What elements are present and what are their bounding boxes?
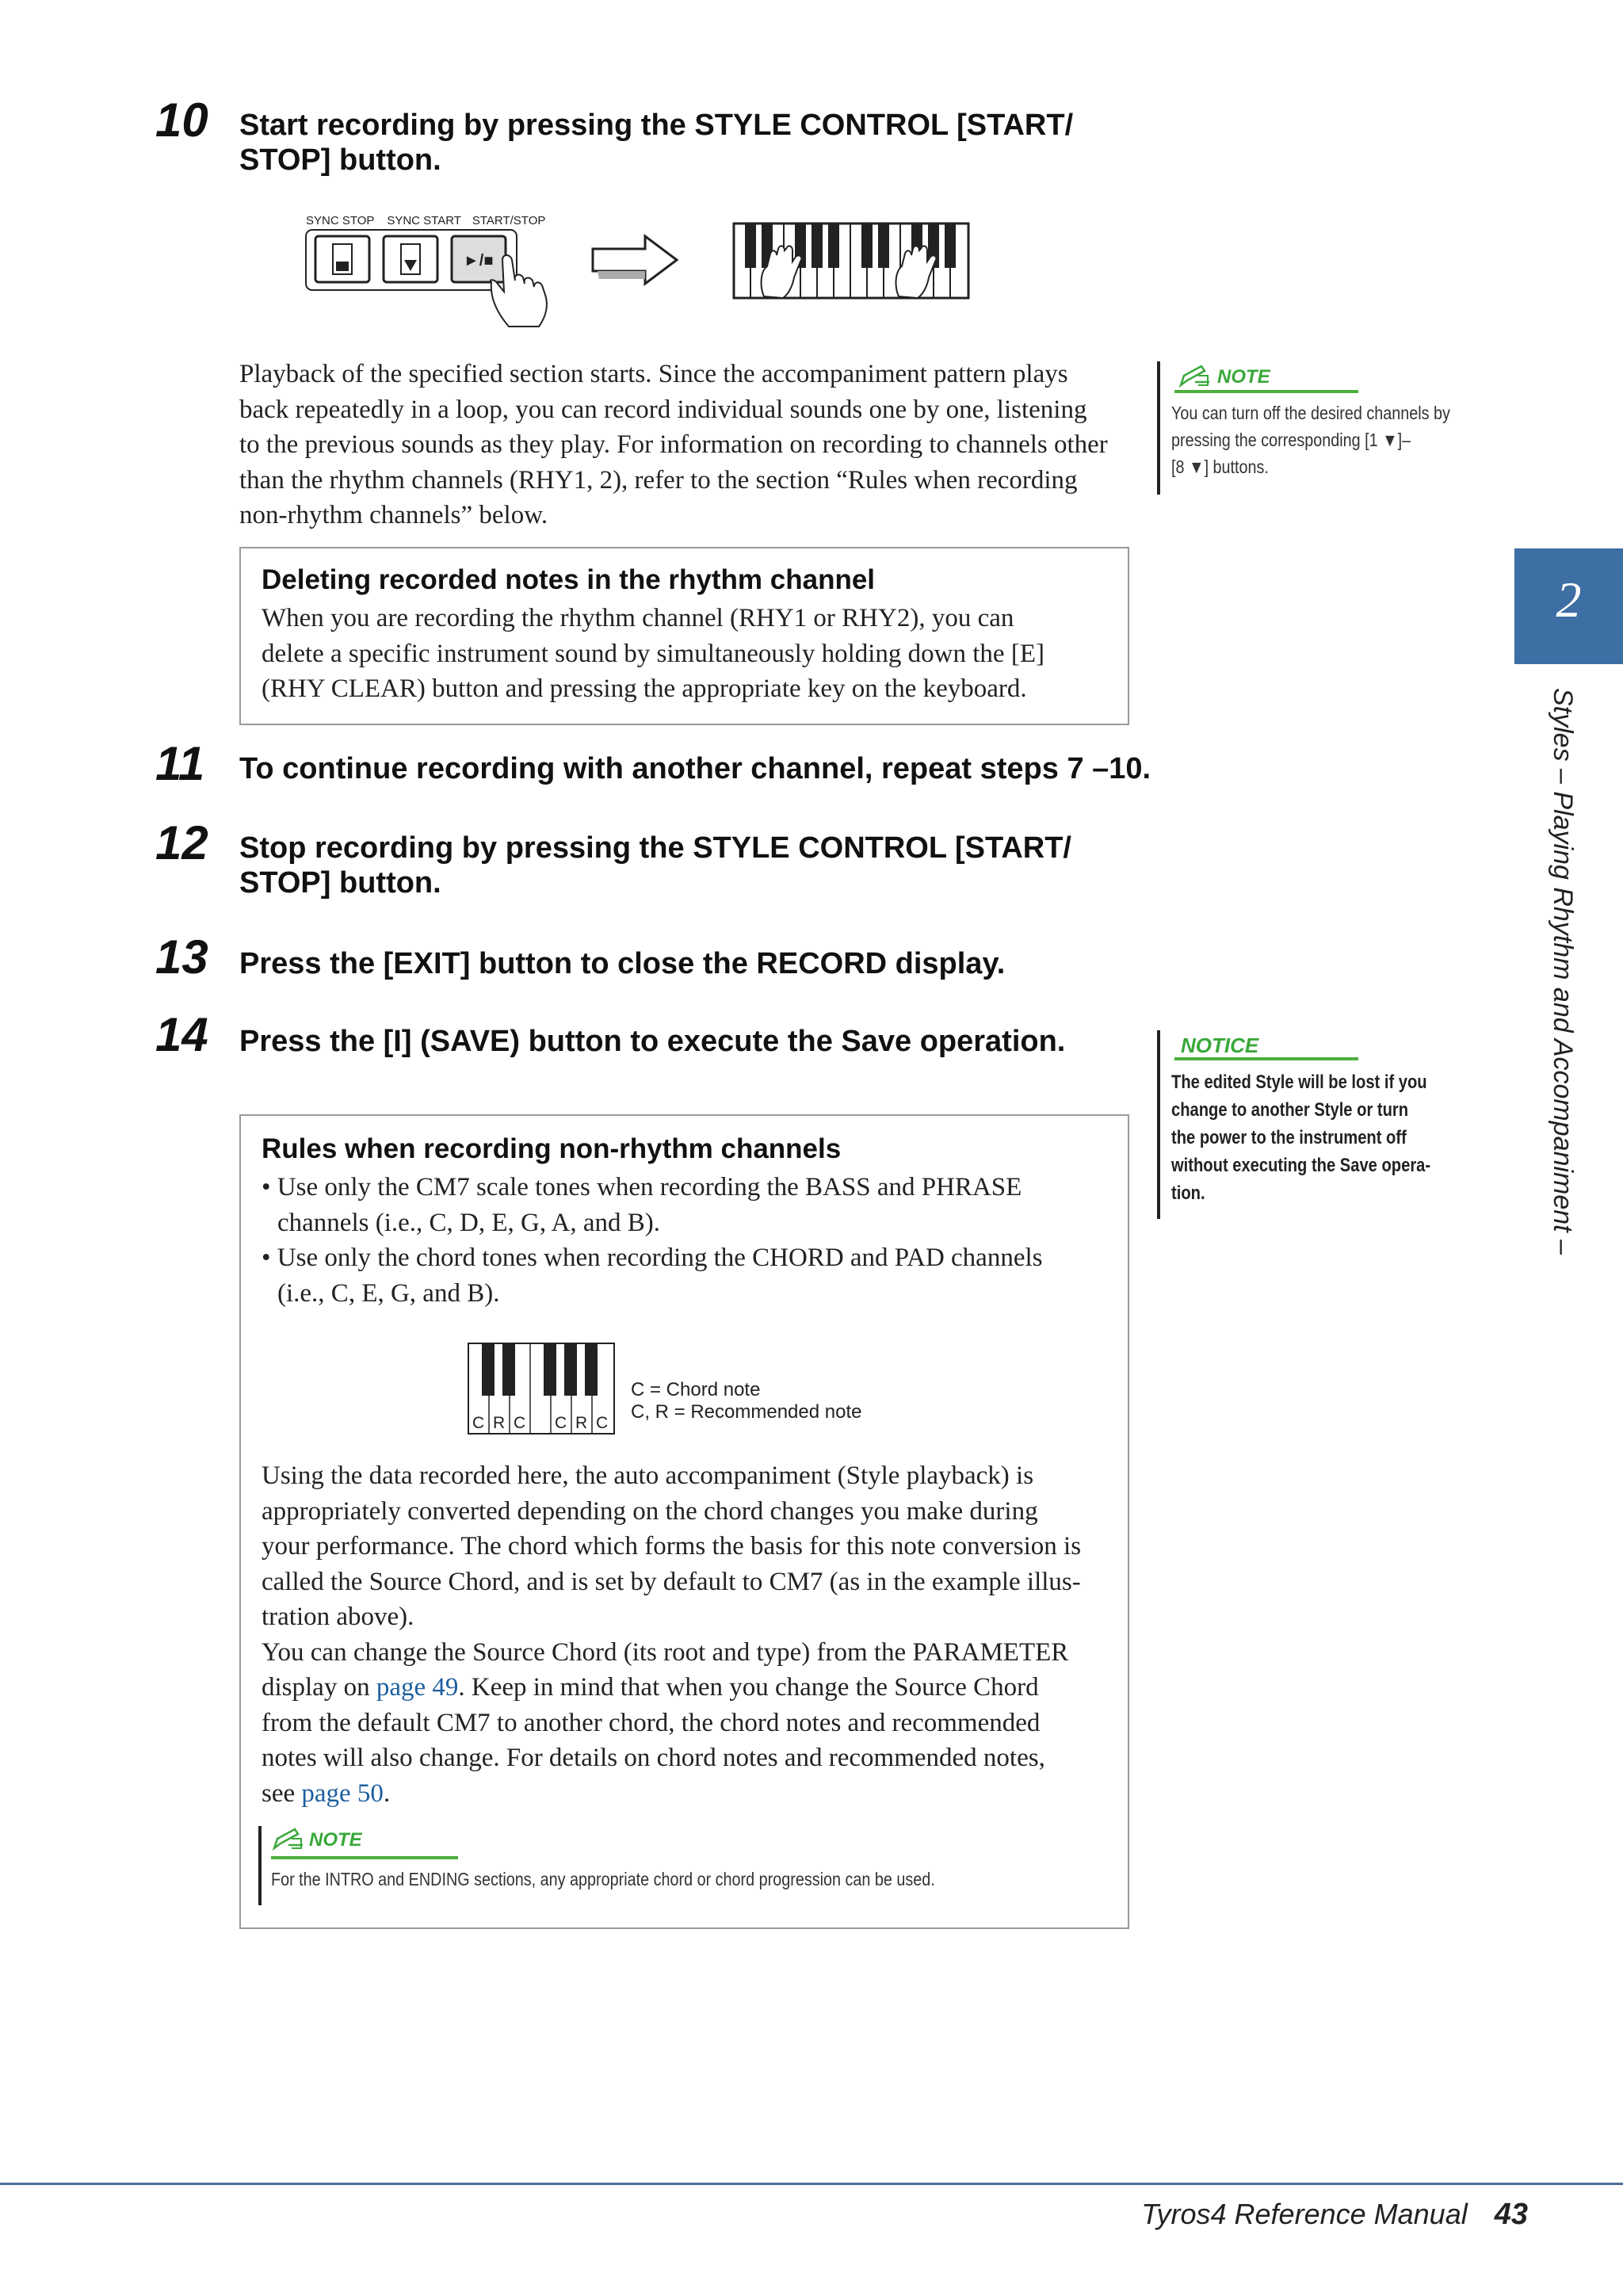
page-number: 43 [1494, 2198, 1528, 2231]
pencil-note-icon [1178, 365, 1212, 388]
text-span: . [383, 1778, 391, 1808]
pencil-note-icon [271, 1828, 306, 1851]
paragraph-line: from the default CM7 to another chord, the chord notes and recommended [262, 1708, 1041, 1737]
chord-keyboard-diagram [468, 1343, 617, 1436]
step-number: 11 [155, 737, 205, 790]
paragraph-line: back repeatedly in a loop, you can record individual sounds one by one, listening [239, 395, 1087, 424]
notice-line: tion. [1171, 1182, 1205, 1204]
inner-note [258, 1826, 975, 1905]
start-stop-label: START/STOP [472, 214, 546, 227]
notice-underline [1174, 1057, 1358, 1060]
paragraph-line: non-rhythm channels” below. [239, 501, 548, 529]
step-heading: To continue recording with another channel, repeat steps 7 –10. [239, 752, 1151, 785]
legend-recommended-note: C, R = Recommended note [631, 1401, 862, 1423]
step-number: 12 [155, 816, 208, 869]
step-heading-line: STOP] button. [239, 866, 441, 900]
footer [1141, 2198, 1528, 2232]
legend-chord-note: C = Chord note [631, 1379, 761, 1400]
button-labels [306, 214, 545, 227]
note-label: NOTE [1217, 366, 1270, 388]
manual-title: Tyros4 Reference Manual [1141, 2198, 1468, 2230]
bullet-item-cont: (i.e., C, E, G, and B). [277, 1278, 500, 1308]
notice-line: without executing the Save opera- [1171, 1155, 1431, 1176]
paragraph-line: tration above). [262, 1603, 414, 1631]
side-note [1157, 361, 1493, 495]
key-label: C [596, 1414, 609, 1432]
paragraph-line: Using the data recorded here, the auto accompaniment (Style playback) is [262, 1461, 1034, 1490]
bullet-item: • Use only the chord tones when recording the CHORD and PAD channels [262, 1244, 1043, 1272]
key-label: R [493, 1414, 506, 1432]
note-text: For the INTRO and ENDING sections, any appropriate chord or chord progression can be used. [271, 1869, 935, 1889]
text-span: display on [262, 1673, 376, 1702]
note-underline [271, 1856, 458, 1859]
page-50-link[interactable]: page 50 [301, 1778, 384, 1808]
rhythm-channel-box [239, 547, 1129, 725]
step-heading-line: STOP] button. [239, 143, 441, 177]
sync-stop-label: SYNC STOP [306, 214, 375, 227]
step-heading [239, 831, 1071, 900]
notice-text [1171, 1068, 1430, 1207]
bullet-item-cont: channels (i.e., C, D, E, G, A, and B). [277, 1208, 660, 1237]
bullet-item: • Use only the CM7 scale tones when recording the BASS and PHRASE [262, 1173, 1022, 1201]
step-number: 10 [155, 94, 208, 147]
style-control-buttons-illustration [301, 228, 555, 331]
key-label: C [514, 1414, 526, 1432]
notice-line: change to another Style or turn [1171, 1099, 1409, 1121]
step-heading-line: Stop recording by pressing the STYLE CONTROL [START/ [239, 831, 1071, 865]
paragraph-line: to the previous sounds as they play. For information on recording to channels other [239, 430, 1108, 459]
non-rhythm-rules-box [239, 1114, 1129, 1929]
paragraph-line: called the Source Chord, and is set by default to CM7 (as in the example illus- [262, 1567, 1081, 1596]
note-text [1171, 399, 1450, 480]
paragraph-line: notes will also change. For details on chord notes and recommended notes, [262, 1744, 1045, 1772]
paragraph-line: You can change the Source Chord (its root and type) from the PARAMETER [262, 1637, 1069, 1667]
keyboard-hands-illustration [732, 222, 972, 301]
note-label: NOTE [309, 1829, 362, 1851]
step-number: 13 [155, 930, 208, 984]
notice-line: The edited Style will be lost if you [1171, 1072, 1427, 1093]
text-span: . Keep in mind that when you change the Source Chord [458, 1673, 1039, 1702]
text-span: see [262, 1778, 302, 1808]
chapter-title: Styles – Playing Rhythm and Accompaniment – [1548, 688, 1578, 1255]
paragraph-line: than the rhythm channels (RHY1, 2), refer to the section “Rules when recording [239, 465, 1078, 495]
step-number: 14 [155, 1008, 208, 1061]
notice-line: the power to the instrument off [1171, 1127, 1407, 1148]
note-line: pressing the corresponding [1 ▼]– [1171, 430, 1411, 450]
side-notice [1157, 1030, 1493, 1219]
step-heading: Press the [EXIT] button to close the RECORD display. [239, 947, 1006, 980]
footer-rule [0, 2183, 1623, 2185]
key-label: R [575, 1414, 588, 1432]
paragraph-line: Playback of the specified section starts. Since the accompaniment pattern plays [239, 360, 1068, 388]
arrow-right-icon [590, 233, 682, 288]
chapter-number: 2 [1556, 571, 1582, 628]
box-body [262, 601, 1117, 707]
chapter-tab[interactable] [1514, 548, 1623, 664]
box-title: Deleting recorded notes in the rhythm channel [262, 564, 876, 595]
sync-start-label: SYNC START [387, 214, 461, 227]
note-line: [8 ▼] buttons. [1171, 457, 1269, 477]
rules-paragraph [262, 1458, 1117, 1811]
paragraph-line [262, 1776, 1117, 1812]
svg-text:►/■: ►/■ [464, 252, 494, 269]
box-line: (RHY CLEAR) button and pressing the appropriate key on the keyboard. [262, 674, 1027, 703]
keyboard-legend [631, 1379, 861, 1423]
box-line: delete a specific instrument sound by simultaneously holding down the [E] [262, 639, 1044, 668]
note-underline [1174, 390, 1358, 393]
note-line: You can turn off the desired channels by [1171, 403, 1450, 423]
box-title: Rules when recording non-rhythm channels [262, 1133, 842, 1164]
step-heading-line: Start recording by pressing the STYLE CONTROL [START/ [239, 109, 1074, 142]
step10-paragraph [239, 357, 1143, 533]
step-heading: Press the [I] (SAVE) button to execute the Save operation. [239, 1025, 1066, 1058]
paragraph-line [262, 1670, 1117, 1706]
rules-bullets [262, 1170, 1117, 1311]
paragraph-line: your performance. The chord which forms the basis for this note conversion is [262, 1532, 1082, 1561]
key-label: C [555, 1414, 567, 1432]
box-line: When you are recording the rhythm channel (RHY1 or RHY2), you can [262, 604, 1014, 632]
notice-label: NOTICE [1181, 1033, 1259, 1057]
paragraph-line: appropriately converted depending on the chord changes you make during [262, 1496, 1038, 1526]
key-label: C [472, 1414, 485, 1432]
step-heading [239, 108, 1073, 178]
page-49-link[interactable]: page 49 [376, 1673, 459, 1702]
